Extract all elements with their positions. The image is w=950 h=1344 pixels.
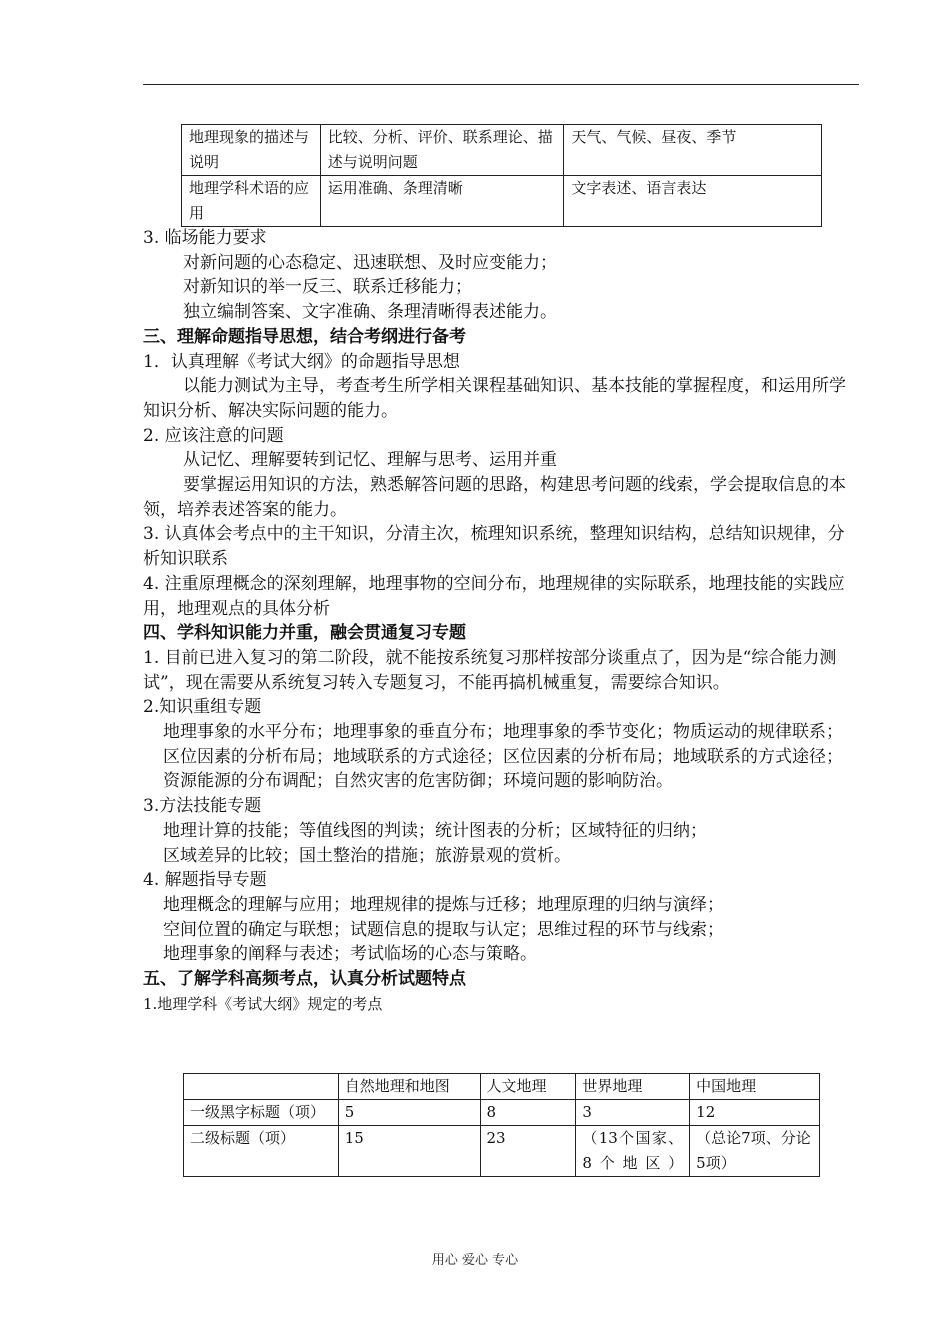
subsection-heading: 4. 解题指导专题 [143, 870, 267, 891]
paragraph: 4. 注重原理概念的深刻理解，地理事物的空间分布，地理规律的实际联系，地理技能的实践应用，地理观点的具体分析 [143, 573, 845, 619]
table-header-cell: 中国地理 [690, 1074, 820, 1100]
paragraph: 地理事象的阐释与表述；考试临场的心态与策略。 [163, 944, 537, 965]
paragraph: 地理计算的技能；等值线图的判读；统计图表的分析；区域特征的归纳； [163, 820, 707, 841]
table-row [182, 125, 822, 176]
section-heading: 五、了解学科高频考点，认真分析试题特点 [143, 969, 466, 990]
subsection-heading: 2.知识重组专题 [143, 697, 262, 718]
table-caption: 1.地理学科《考试大纲》规定的考点 [143, 994, 383, 1013]
table-cell: 地理现象的描述与说明 [182, 125, 321, 176]
table-cell: 12 [690, 1100, 820, 1126]
table-header-cell: 世界地理 [576, 1074, 690, 1100]
table-cell: 3 [576, 1100, 690, 1126]
subsection-heading: 2. 应该注意的问题 [143, 425, 284, 446]
table-cell: 比较、分析、评价、联系理论、描述与说明问题 [320, 125, 564, 176]
paragraph: 对新问题的心态稳定、迅速联想、及时应变能力； [183, 252, 557, 273]
section-heading: 三、理解命题指导思想，结合考纲进行备考 [143, 326, 466, 347]
page-footer: 用心 爱心 专心 [431, 1253, 519, 1268]
paragraph: 区位因素的分析布局；地域联系的方式途径；区位因素的分析布局；地域联系的方式途径； [163, 746, 843, 767]
paragraph: 地理事象的水平分布；地理事象的垂直分布；地理事象的季节变化；物质运动的规律联系； [163, 722, 843, 743]
table-cell: 文字表述、语言表达 [564, 176, 822, 227]
paragraph: 1. 目前已进入复习的第二阶段，就不能按系统复习那样按部分谈重点了，因为是“综合能力测试”，现在需要从系统复习转入专题复习，不能再搞机械重复，需要综合知识。 [143, 647, 837, 693]
paragraph: 独立编制答案、文字准确、条理清晰得表述能力。 [183, 302, 557, 323]
table-cell: 5 [338, 1100, 480, 1126]
table-header-cell [184, 1074, 339, 1100]
header-rule [143, 84, 859, 85]
table-header-row [184, 1074, 820, 1100]
table-cell: （总论7项、分论5项） [690, 1126, 820, 1177]
table-cell: 地理学科术语的应用 [182, 176, 321, 227]
paragraph: 要掌握运用知识的方法，熟悉解答问题的思路，构建思考问题的线索，学会提取信息的本领，培养表述答案的能力。 [143, 475, 846, 520]
document-body [143, 226, 859, 1017]
table-cell: 23 [480, 1126, 576, 1177]
table-cell: 运用准确、条理清晰 [320, 176, 564, 227]
paragraph: 3. 认真体会考点中的主干知识，分清主次，梳理知识系统，整理知识结构，总结知识规律，分析知识联系 [143, 524, 845, 570]
table-cell: 天气、气候、昼夜、季节 [564, 125, 822, 176]
table-header-cell: 自然地理和地图 [338, 1074, 480, 1100]
table-row [184, 1126, 820, 1177]
paragraph: 区域差异的比较；国土整治的措施；旅游景观的赏析。 [163, 845, 571, 866]
table-row [184, 1100, 820, 1126]
subsection-heading: 3.方法技能专题 [143, 796, 262, 817]
table-cell: 15 [338, 1126, 480, 1177]
paragraph: 以能力测试为主导，考查考生所学相关课程基础知识、基本技能的掌握程度，和运用所学知识分析、解决实际问题的能力。 [143, 376, 846, 421]
paragraph: 空间位置的确定与联想；试题信息的提取与认定；思维过程的环节与线索； [163, 919, 724, 940]
section-heading: 3. 临场能力要求 [143, 228, 267, 248]
paragraph: 地理概念的理解与应用；地理规律的提炼与迁移；地理原理的归纳与演绎； [163, 894, 724, 915]
table-header-cell: 人文地理 [480, 1074, 576, 1100]
table-cell: （13个国家、8个地区） [576, 1126, 690, 1177]
exam-points-table [183, 1073, 820, 1177]
section-heading: 四、学科知识能力并重，融会贯通复习专题 [143, 623, 466, 644]
table-cell: 一级黑字标题（项） [184, 1100, 339, 1126]
subsection-heading: 1．认真理解《考试大纲》的命题指导思想 [143, 351, 460, 372]
table-cell: 8 [480, 1100, 576, 1126]
paragraph: 对新知识的举一反三、联系迁移能力； [183, 277, 472, 298]
table-cell: 二级标题（项） [184, 1126, 339, 1177]
paragraph: 资源能源的分布调配；自然灾害的危害防御；环境问题的影响防治。 [163, 771, 673, 792]
ability-table [181, 124, 822, 227]
table-row [182, 176, 822, 227]
paragraph: 从记忆、理解要转到记忆、理解与思考、运用并重 [183, 450, 557, 471]
